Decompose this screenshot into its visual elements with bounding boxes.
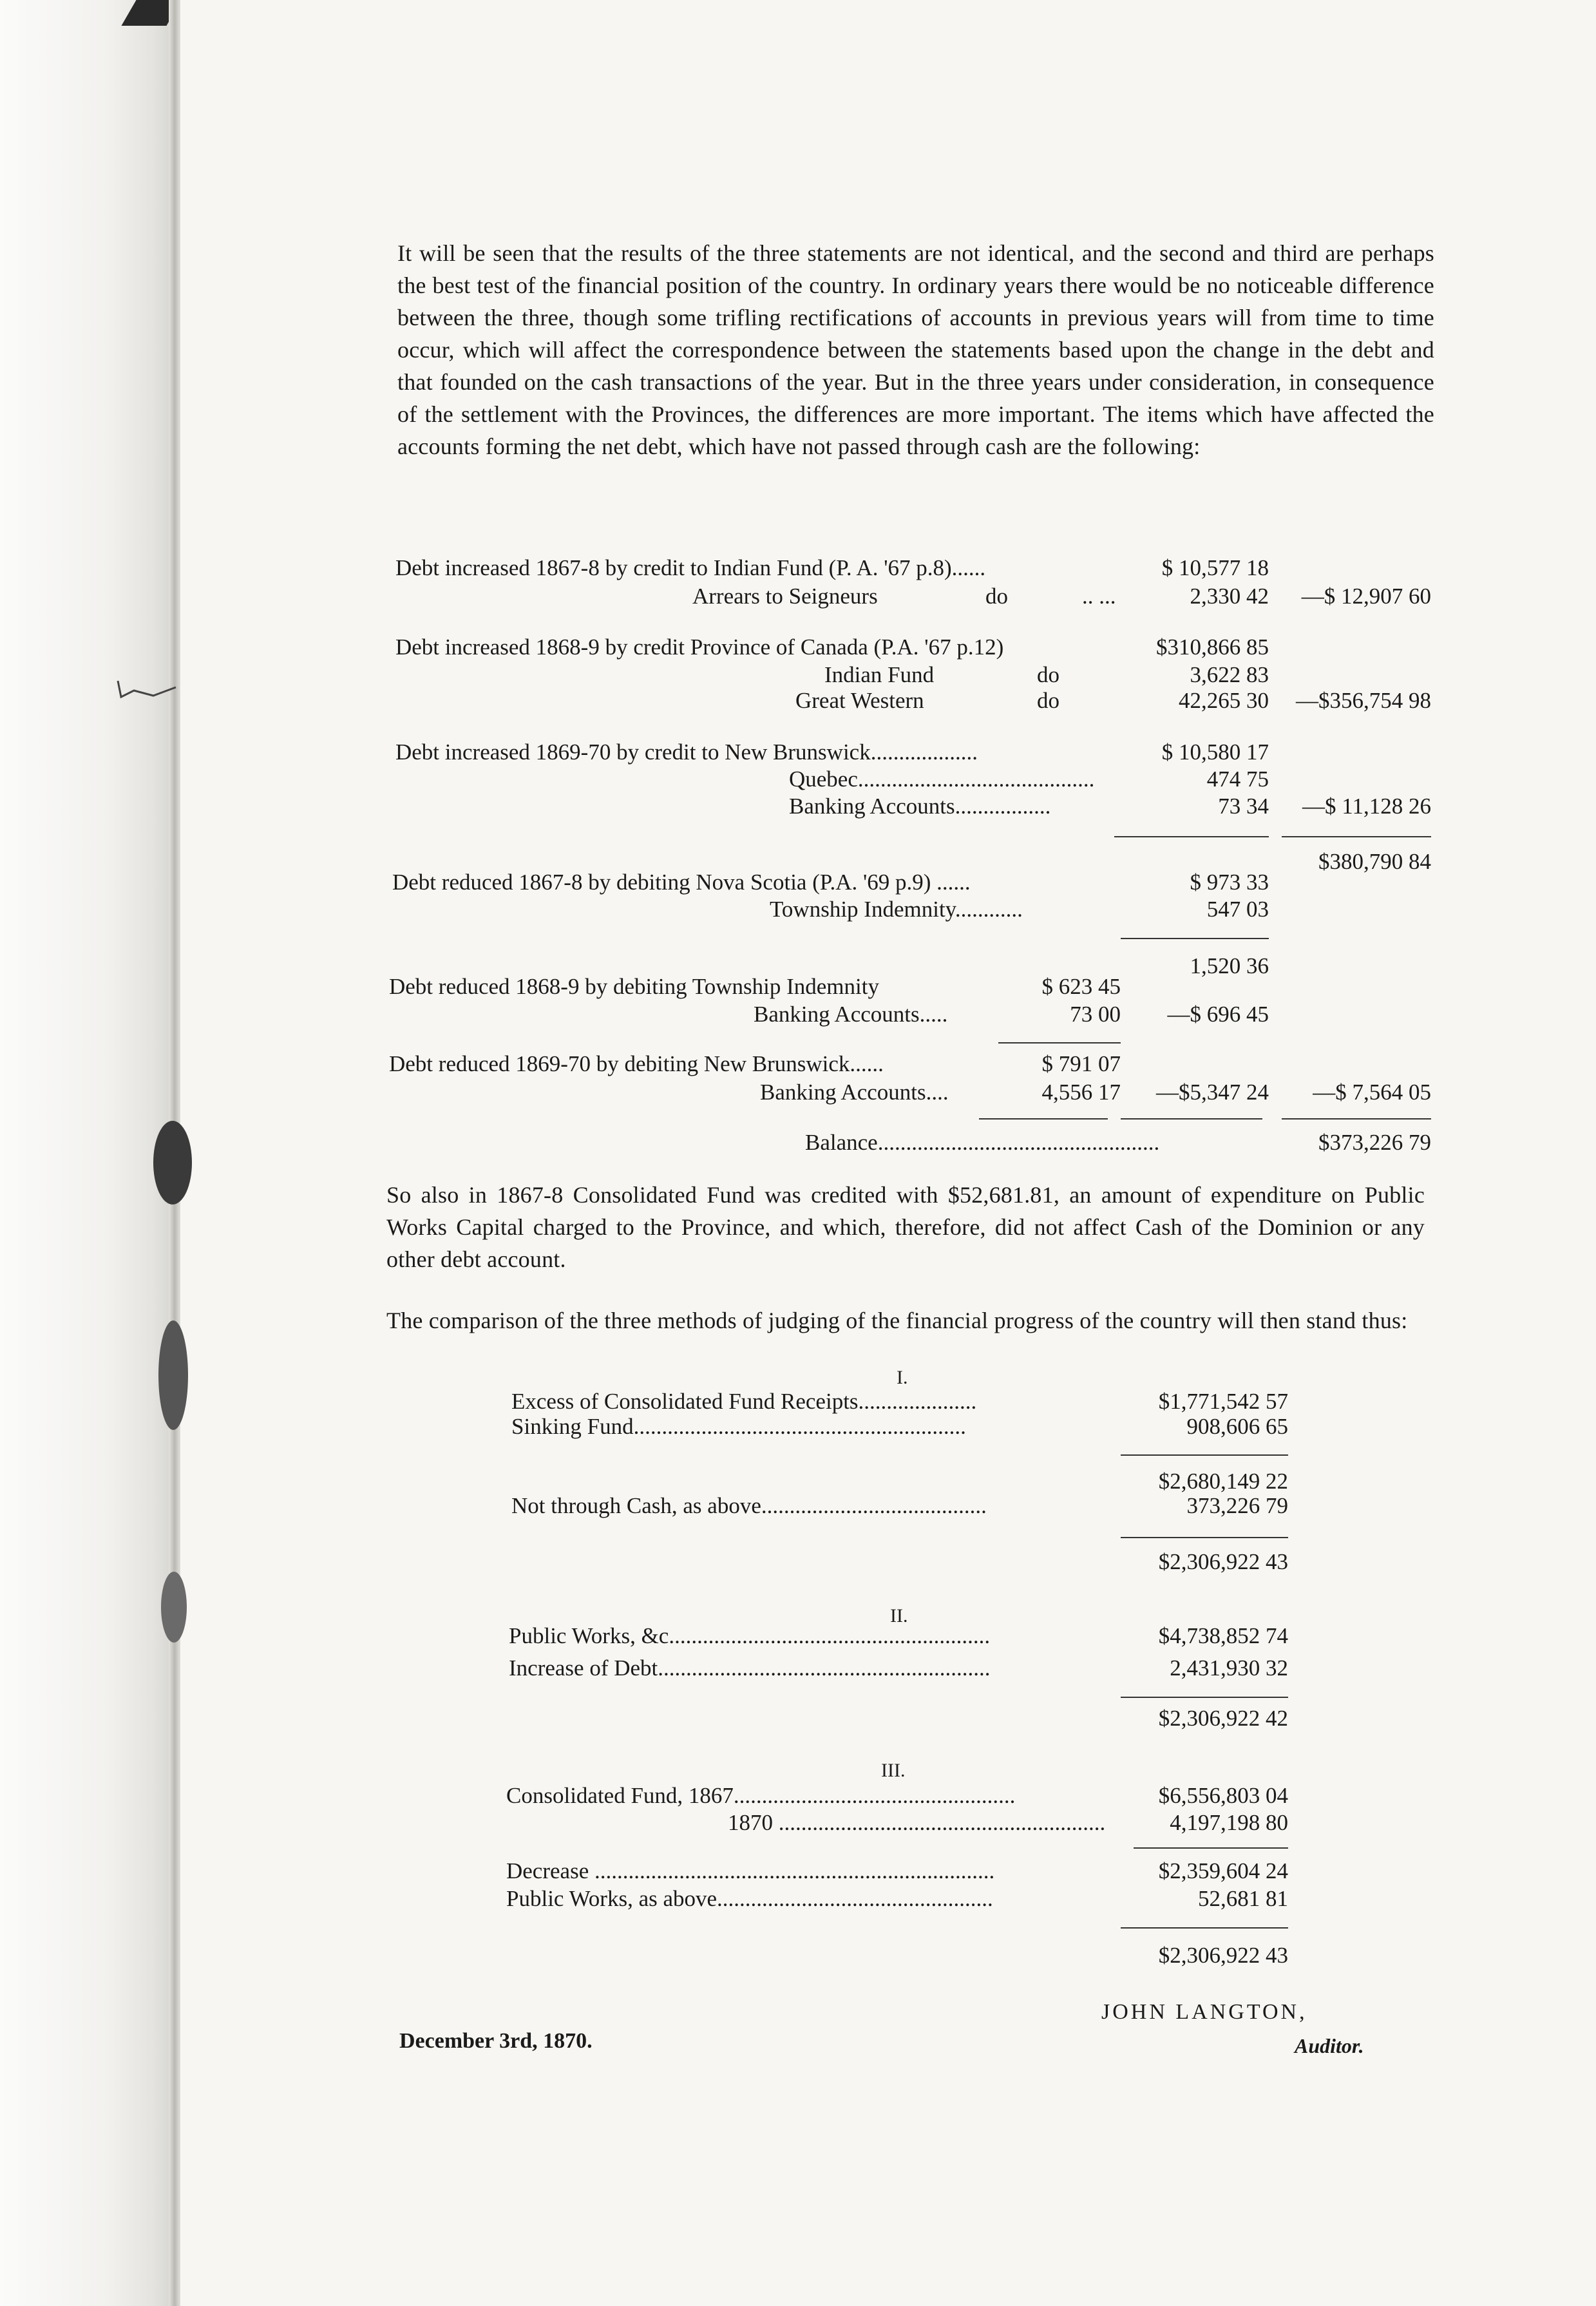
item-amount: $ 10,580 17 xyxy=(1161,739,1269,765)
balance-label: Balance.................................................. xyxy=(805,1130,1160,1155)
item-label: Debt reduced 1868-9 by debiting Township Indemnity xyxy=(389,974,879,999)
summary-value: 52,681 81 xyxy=(1198,1886,1288,1911)
rule xyxy=(1114,836,1269,837)
summary-label: Excess of Consolidated Fund Receipts..................... xyxy=(511,1389,977,1414)
section-numeral: II. xyxy=(890,1605,908,1626)
item-subtotal: —$356,754 98 xyxy=(1296,688,1431,713)
second-paragraph: So also in 1867-8 Consolidated Fund was credited with $52,681.81, an amount of expenditure on Public Works Capital charged to the Province, and which, therefore, did not affect Cash of the Dominion or any other debt account. xyxy=(386,1182,1425,1272)
summary-total: $2,306,922 43 xyxy=(1158,1943,1288,1968)
document-date: December 3rd, 1870. xyxy=(399,2029,593,2053)
summary-value: $2,359,604 24 xyxy=(1158,1858,1288,1883)
summary-total: $2,306,922 43 xyxy=(1158,1549,1288,1574)
rule xyxy=(1121,1537,1288,1538)
item-amount: $ 791 07 xyxy=(1041,1051,1121,1076)
summary-label: Increase of Debt........................................................... xyxy=(509,1655,991,1681)
item-amount: 474 75 xyxy=(1206,767,1269,792)
rule xyxy=(1121,1697,1288,1698)
rule xyxy=(1121,1454,1288,1456)
item-label: Banking Accounts..... xyxy=(754,1002,948,1027)
section-numeral: III. xyxy=(881,1760,906,1781)
pencil-tick-mark xyxy=(115,678,179,703)
item-label: Banking Accounts.... xyxy=(760,1080,949,1105)
signatory-title: Auditor. xyxy=(1295,2034,1364,2057)
item-label: Debt reduced 1867-8 by debiting Nova Scotia (P.A. '69 p.9) ...... xyxy=(392,870,971,895)
binding-tear xyxy=(158,1320,188,1430)
item-amount: $ 10,577 18 xyxy=(1161,555,1269,580)
summary-value: 908,606 65 xyxy=(1186,1414,1288,1439)
summary-value: 4,197,198 80 xyxy=(1170,1810,1288,1835)
third-paragraph: The comparison of the three methods of judging of the financial progress of the country will then stand thus: xyxy=(386,1308,1408,1333)
summary-label: Decrease ....................................................................... xyxy=(506,1858,995,1883)
item-amount: 3,622 83 xyxy=(1190,662,1269,687)
signatory-name: JOHN LANGTON, xyxy=(1101,2000,1307,2024)
item-label: Debt increased 1867-8 by credit to Indian Fund (P. A. '67 p.8)...... xyxy=(395,555,986,580)
item-ditto: do xyxy=(985,584,1008,609)
item-label: Debt increased 1869-70 by credit to New Brunswick................... xyxy=(395,739,978,765)
rule xyxy=(1134,1847,1288,1849)
binding-tear xyxy=(153,1121,192,1205)
summary-label: Consolidated Fund, 1867.................................................. xyxy=(506,1783,1016,1808)
item-amount: 42,265 30 xyxy=(1179,688,1269,713)
summary-label: Not through Cash, as above........................................ xyxy=(511,1493,987,1518)
rule xyxy=(1121,1118,1262,1120)
item-subtotal: —$ 11,128 26 xyxy=(1302,794,1431,819)
rule xyxy=(1282,1118,1431,1120)
summary-value: $6,556,803 04 xyxy=(1158,1783,1288,1808)
summary-label: Public Works, as above................................................. xyxy=(506,1886,993,1911)
section-numeral: I. xyxy=(897,1367,908,1388)
item-amount: 547 03 xyxy=(1206,897,1269,922)
rule xyxy=(998,1042,1121,1043)
item-amount: 4,556 17 xyxy=(1041,1080,1121,1105)
balance-total: $373,226 79 xyxy=(1318,1130,1431,1155)
item-dots: .. ... xyxy=(1082,584,1116,609)
item-amount: 73 00 xyxy=(1070,1002,1121,1027)
binding-tear xyxy=(161,1572,187,1643)
summary-value: $4,738,852 74 xyxy=(1158,1623,1288,1648)
item-ditto: do xyxy=(1037,688,1059,713)
rule xyxy=(1121,938,1269,939)
rule xyxy=(979,1118,1108,1120)
intro-paragraph: It will be seen that the results of the three statements are not identical, and the second and third are perhaps the best test of the financial position of the country. In ordinary years there would be no noticeable difference between the three, though some trifling rectifications of accounts in previous years will from time to time occur, which will affect the correspondence between the statements based upon the change in the debt and that founded on the cash transactions of the year. But in the three years under consideration, in consequence of the settlement with the Provinces, the differences are more important. The items which have affected the accounts forming the net debt, which have not passed through cash are the following: xyxy=(397,240,1434,459)
item-subtotal: —$ 12,907 60 xyxy=(1301,584,1431,609)
item-subtotal: —$ 7,564 05 xyxy=(1313,1080,1431,1105)
summary-total: $2,306,922 42 xyxy=(1158,1706,1288,1731)
summary-label: Public Works, &c......................................................... xyxy=(509,1623,991,1648)
item-amount: $310,866 85 xyxy=(1156,634,1269,660)
item-ditto: do xyxy=(1037,662,1059,687)
item-label: Debt reduced 1869-70 by debiting New Brunswick...... xyxy=(389,1051,884,1076)
item-subtotal: —$ 696 45 xyxy=(1167,1002,1269,1027)
item-subtotal: —$5,347 24 xyxy=(1156,1080,1269,1105)
item-label: Arrears to Seigneurs xyxy=(692,584,878,609)
item-label: Township Indemnity............ xyxy=(770,897,1023,922)
rule xyxy=(1121,1927,1288,1929)
item-label: Great Western xyxy=(795,688,924,713)
summary-value: 2,431,930 32 xyxy=(1170,1655,1288,1681)
increase-total: $380,790 84 xyxy=(1318,849,1431,874)
rule xyxy=(1282,836,1431,837)
item-label: Quebec.......................................... xyxy=(789,767,1095,792)
summary-label: Sinking Fund........................................................... xyxy=(511,1414,966,1439)
item-amount: 2,330 42 xyxy=(1190,584,1269,609)
summary-value: 373,226 79 xyxy=(1186,1493,1288,1518)
item-label: Banking Accounts................. xyxy=(789,794,1051,819)
item-amount: 1,520 36 xyxy=(1190,953,1269,978)
item-label: Debt increased 1868-9 by credit Province of Canada (P.A. '67 p.12) xyxy=(395,634,1004,660)
item-amount: $ 623 45 xyxy=(1041,974,1121,999)
item-label: Indian Fund xyxy=(824,662,935,687)
item-amount: $ 973 33 xyxy=(1190,870,1269,895)
summary-value: $1,771,542 57 xyxy=(1158,1389,1288,1414)
item-amount: 73 34 xyxy=(1218,794,1269,819)
summary-subtotal: $2,680,149 22 xyxy=(1158,1469,1288,1494)
summary-label: 1870 .......................................................... xyxy=(728,1810,1106,1835)
